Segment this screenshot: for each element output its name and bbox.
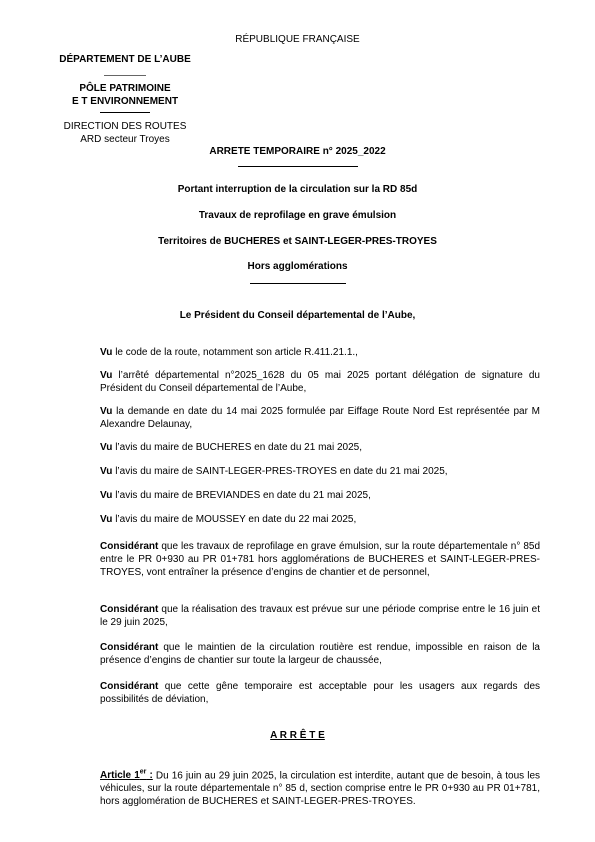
vu-keyword: Vu — [100, 466, 113, 477]
vu-text: l’avis du maire de BREVIANDES en date du 21 mai 2025, — [112, 490, 371, 501]
vu-keyword: Vu — [100, 406, 113, 417]
considerant-keyword: Considérant — [100, 681, 159, 692]
article-1-number: Article 1 — [100, 770, 140, 782]
vu-keyword: Vu — [100, 347, 113, 358]
title-divider — [238, 166, 358, 167]
considerant-text: que le maintien de la circulation routière est rendue, impossible en raison de la présence d’engins de chantier sur toute la largeur de chaussée, — [100, 642, 540, 666]
article-1-paragraph — [100, 766, 540, 808]
vu-text: l’arrêté départemental n°2025_1628 du 05 mai 2025 portant délégation de signature du Président du Conseil départemental de l’Aube, — [100, 370, 540, 394]
considerant-text: que cette gêne temporaire est acceptable pour les usagers aux regards des possibilités de déviation, — [100, 681, 540, 705]
title-divider — [250, 283, 346, 284]
direction-name: DIRECTION DES ROUTES — [63, 121, 187, 132]
considerant-paragraph — [100, 641, 540, 667]
considerant-keyword: Considérant — [100, 642, 159, 653]
pole-line-1: PÔLE PATRIMOINE — [79, 83, 171, 94]
interruption-line: Portant interruption de la circulation sur la RD 85d — [177, 184, 418, 195]
vu-keyword: Vu — [100, 442, 113, 453]
travaux-line: Travaux de reprofilage en grave émulsion — [198, 210, 397, 221]
considerant-paragraph — [100, 680, 540, 706]
vu-text: l’avis du maire de SAINT-LEGER-PRES-TROYES en date du 21 mai 2025, — [112, 466, 448, 477]
vu-paragraph — [100, 441, 540, 454]
ard-sector: ARD secteur Troyes — [80, 134, 170, 145]
arrete-heading: A R R Ê T E — [270, 730, 325, 741]
vu-text: le code de la route, notamment son article R.411.21.1., — [112, 347, 358, 358]
department-name: DÉPARTEMENT DE L’AUBE — [59, 54, 191, 65]
vu-paragraph — [100, 369, 540, 395]
considerant-keyword: Considérant — [100, 604, 159, 615]
considerant-paragraph — [100, 540, 540, 579]
article-1-superscript: er — [139, 769, 147, 776]
president-line: Le Président du Conseil départemental de l’Aube, — [179, 310, 416, 321]
vu-paragraph — [100, 346, 540, 359]
vu-paragraph — [100, 405, 540, 431]
article-1-label — [100, 770, 153, 781]
considerant-keyword: Considérant — [100, 541, 159, 552]
republic-heading: RÉPUBLIQUE FRANÇAISE — [235, 34, 360, 45]
vu-paragraph — [100, 465, 540, 478]
considerant-text: que la réalisation des travaux est prévue sur une période comprise entre le 16 juin et le 29 juin 2025, — [100, 604, 540, 628]
considerant-paragraph — [100, 603, 540, 629]
considerant-text: que les travaux de reprofilage en grave émulsion, sur la route départementale n° 85d entre le PR 0+930 au PR 01+781 hors agglomérations de BUCHERES et SAINT-LEGER-PRES-TROYES, vont entraîner la présence d’engins de chantier et de personnel, — [100, 541, 540, 578]
vu-paragraph — [100, 489, 540, 502]
header-divider — [104, 75, 146, 76]
hors-line: Hors agglomérations — [247, 261, 348, 272]
vu-keyword: Vu — [100, 370, 113, 381]
arrete-title: ARRETE TEMPORAIRE n° 2025_2022 — [209, 146, 386, 157]
vu-text: l’avis du maire de BUCHERES en date du 21 mai 2025, — [112, 442, 362, 453]
vu-paragraph — [100, 513, 540, 526]
vu-text: l’avis du maire de MOUSSEY en date du 22 mai 2025, — [112, 514, 357, 525]
pole-line-2: E T ENVIRONNEMENT — [71, 96, 179, 107]
territoires-line: Territoires de BUCHERES et SAINT-LEGER-PRES-TROYES — [158, 236, 437, 247]
article-1-text: Du 16 juin au 29 juin 2025, la circulation est interdite, autant que de besoin, à tous les véhicules, sur la route départementale n° 85 d, section comprise entre le PR 0+930 au PR 01+781, hors agglomération de BUCHERES et SAINT-LEGER-PRES-TROYES. — [100, 770, 541, 808]
vu-keyword: Vu — [100, 514, 113, 525]
vu-keyword: Vu — [100, 490, 113, 501]
article-1-colon: : — [146, 770, 153, 782]
header-divider — [100, 112, 150, 113]
vu-text: la demande en date du 14 mai 2025 formulée par Eiffage Route Nord Est représentée par M Alexandre Delaunay, — [100, 406, 540, 430]
